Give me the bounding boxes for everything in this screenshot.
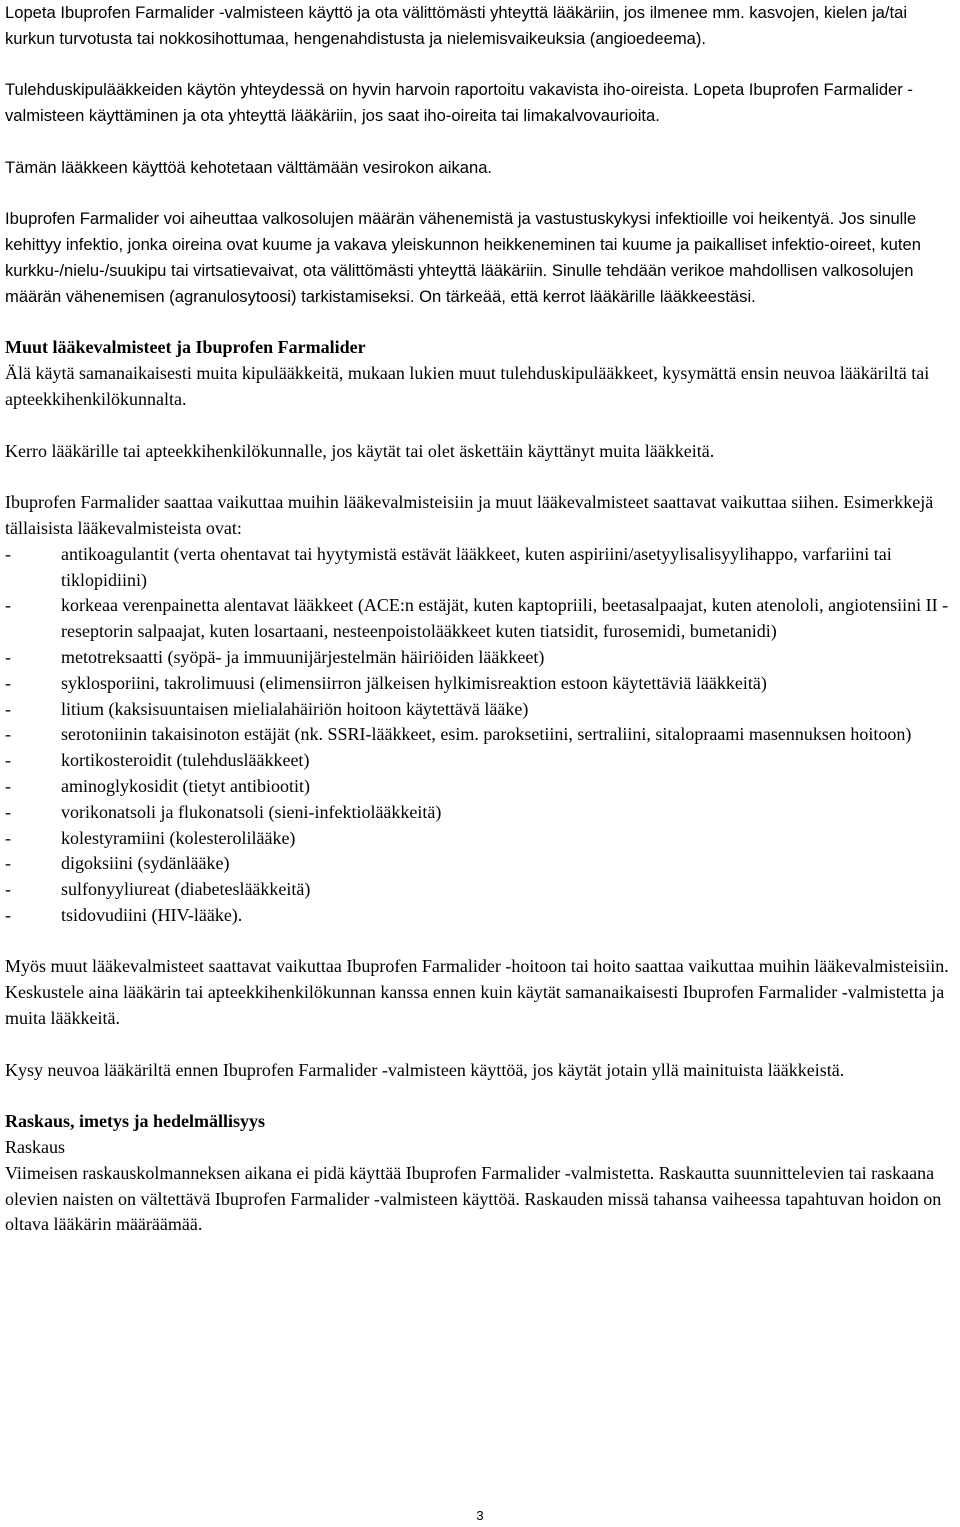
- list-item-text: metotreksaatti (syöpä- ja immuunijärjestelmän häiriöiden lääkkeet): [61, 646, 545, 667]
- list-item-text: aminoglykosidit (tietyt antibiootit): [61, 775, 310, 796]
- list-item-text: kolestyramiini (kolesterolilääke): [61, 827, 296, 848]
- list-dash: -: [5, 646, 11, 667]
- list-dash: -: [5, 827, 11, 848]
- page-number: 3: [476, 1508, 484, 1523]
- subheading-pregnancy: Raskaus: [5, 1137, 65, 1158]
- list-item: [5, 800, 955, 826]
- paragraph-chickenpox: Tämän lääkkeen käyttöä kehotetaan välttämään vesirokon aikana.: [5, 157, 493, 177]
- list-item: [5, 593, 955, 645]
- list-dash: -: [5, 801, 11, 822]
- paragraph-angioedema-warning: Lopeta Ibuprofen Farmalider -valmisteen käyttö ja ota välittömästi yhteyttä lääkäriin, jos ilmenee mm. kasvojen, kielen ja/tai kurkun turvotusta tai nokkosihottumaa, hengenahdistusta ja nielemisvaikeuksia (angioedeema).: [5, 3, 908, 48]
- paragraph-agranulocytosis: Ibuprofen Farmalider voi aiheuttaa valkosolujen määrän vähenemistä ja vastustuskykysi infektioille voi heikentyä. Jos sinulle kehittyy infektio, jonka oireina ovat kuume ja vakava yleiskunnon heikkeneminen tai kuume ja paikalliset infektio-oireet, kuten kurkku-/nielu-/suukipu tai virtsatievaivat, ota välittömästi yhteyttä lääkäriin. Sinulle tehdään verikoe mahdollisen valkosolujen määrän vähenemisen (agranulosytoosi) tarkistamiseksi. On tärkeää, että kerrot lääkärille lääkkeestäsi.: [5, 209, 921, 306]
- list-dash: -: [5, 595, 11, 616]
- list-item-text: sulfonyyliureat (diabeteslääkkeitä): [61, 879, 311, 900]
- list-item: [5, 774, 955, 800]
- section-pregnancy: [5, 1109, 955, 1238]
- section-other-medicines: [5, 335, 955, 1083]
- list-item-text: syklosporiini, takrolimuusi (elimensiirron jälkeisen hylkimisreaktion estoon käytettäviä lääkkeitä): [61, 672, 767, 693]
- list-item: [5, 542, 955, 594]
- paragraph-skin-reactions: Tulehduskipulääkkeiden käytön yhteydessä on hyvin harvoin raportoitu vakavista iho-oireista. Lopeta Ibuprofen Farmalider -valmisteen käyttäminen ja ota yhteyttä lääkäriin, jos saat iho-oireita tai limakalvovaurioita.: [5, 80, 913, 126]
- list-dash: -: [5, 904, 11, 925]
- list-item-text: korkeaa verenpainetta alentavat lääkkeet (ACE:n estäjät, kuten kaptopriili, beetasalpaajat, kuten atenololi, angiotensiini II -reseptorin salpaajat, kuten losartaani, nesteenpoistolääkkeet kuten tiatsidit, furosemidi, bumetanidi): [61, 595, 949, 642]
- interacting-medicines-list: [5, 542, 955, 929]
- list-item-text: kortikosteroidit (tulehduslääkkeet): [61, 750, 310, 771]
- list-dash: -: [5, 724, 11, 745]
- list-item-text: litium (kaksisuuntaisen mielialahäiriön hoitoon käytettävä lääke): [61, 698, 529, 719]
- list-item: [5, 671, 955, 697]
- paragraph-no-other-painkillers: Älä käytä samanaikaisesti muita kipulääkkeitä, mukaan lukien muut tulehduskipulääkkeet, kysymättä ensin neuvoa lääkäriltä tai apteekkihenkilökunnalta.: [5, 363, 930, 409]
- section-heading-pregnancy: Raskaus, imetys ja hedelmällisyys: [5, 1111, 266, 1132]
- list-item: [5, 645, 955, 671]
- list-item-text: serotoniinin takaisinoton estäjät (nk. SSRI-lääkkeet, esim. paroksetiini, sertraliini, sitalopraami masennuksen hoitoon): [61, 724, 912, 745]
- paragraph-pregnancy: Viimeisen raskauskolmanneksen aikana ei pidä käyttää Ibuprofen Farmalider -valmistetta. Raskautta suunnittelevien tai raskaana olevien naisten on vältettävä Ibuprofen Farmalider -valmisteen käyttöä. Raskauden missä tahansa vaiheessa tapahtuvan hoidon on oltava lääkärin määräämää.: [5, 1162, 942, 1235]
- list-item: [5, 697, 955, 723]
- list-dash: -: [5, 750, 11, 771]
- list-item-text: tsidovudiini (HIV-lääke).: [61, 904, 243, 925]
- list-item: [5, 903, 955, 929]
- list-item: [5, 826, 955, 852]
- list-dash: -: [5, 853, 11, 874]
- list-dash: -: [5, 543, 11, 564]
- list-dash: -: [5, 698, 11, 719]
- list-dash: -: [5, 879, 11, 900]
- section-heading-other-medicines: Muut lääkevalmisteet ja Ibuprofen Farmalider: [5, 337, 366, 358]
- document-page: [5, 0, 955, 1238]
- paragraph-tell-doctor: Kerro lääkärille tai apteekkihenkilökunnalle, jos käytät tai olet äskettäin käyttänyt muita lääkkeitä.: [5, 440, 715, 461]
- paragraph-interaction-note: Myös muut lääkevalmisteet saattavat vaikuttaa Ibuprofen Farmalider -hoitoon tai hoito saattaa vaikuttaa muihin lääkevalmisteisiin. Keskustele aina lääkärin tai apteekkihenkilökunnan kanssa ennen kuin käytät samanaikaisesti Ibuprofen Farmalider -valmistetta ja muita lääkkeitä.: [5, 956, 949, 1029]
- paragraph-ask-doctor: Kysy neuvoa lääkäriltä ennen Ibuprofen Farmalider -valmisteen käyttöä, jos käytät jotain yllä mainituista lääkkeistä.: [5, 1059, 845, 1080]
- list-item: [5, 722, 955, 748]
- list-item: [5, 748, 955, 774]
- list-item-text: antikoagulantit (verta ohentavat tai hyytymistä estävät lääkkeet, kuten aspiriini/asetyylisalisyylihappo, varfariini tai tiklopidiini): [61, 543, 892, 590]
- list-item-text: vorikonatsoli ja flukonatsoli (sieni-infektiolääkkeitä): [61, 801, 442, 822]
- list-dash: -: [5, 672, 11, 693]
- list-item: [5, 877, 955, 903]
- list-item-text: digoksiini (sydänlääke): [61, 853, 230, 874]
- list-dash: -: [5, 775, 11, 796]
- list-item: [5, 851, 955, 877]
- paragraph-interactions-intro: Ibuprofen Farmalider saattaa vaikuttaa muihin lääkevalmisteisiin ja muut lääkevalmisteet saattavat vaikuttaa siihen. Esimerkkejä tällaisista lääkevalmisteista ovat:: [5, 492, 934, 538]
